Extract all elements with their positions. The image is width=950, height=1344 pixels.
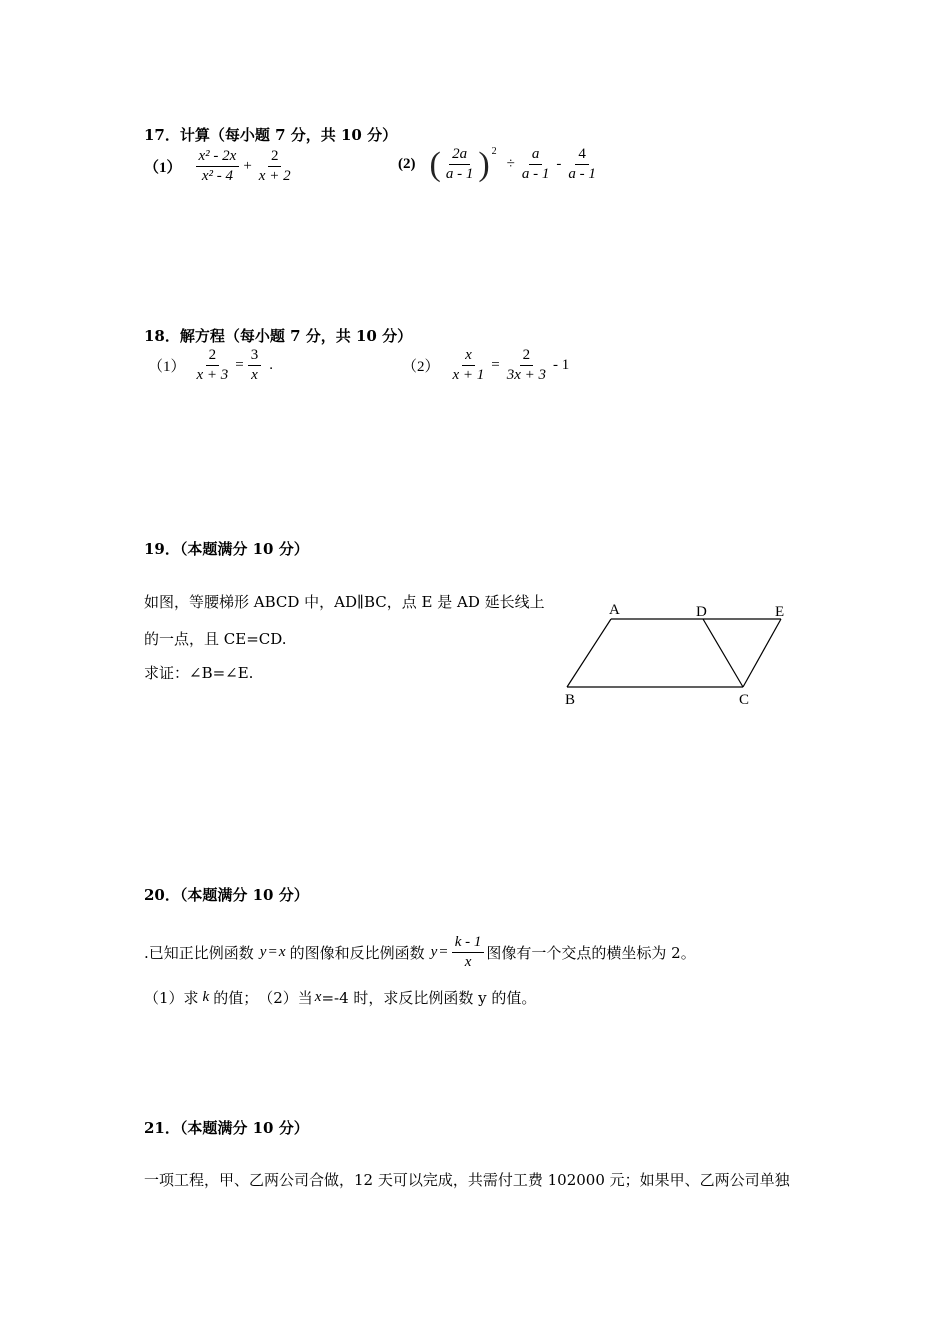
fraction-numerator: 2 [268,148,282,167]
equals-sign: = [235,357,244,374]
q20-text-line-2 [144,987,536,1008]
q17-part2-fraction-3 [565,146,599,184]
fraction-denominator: a - 1 [568,166,596,183]
q20-text-segment: =-4 时，求反比例函数 y 的值。 [321,989,537,1007]
equals-sign: = [439,944,448,961]
fraction-numerator: x [462,347,475,366]
fraction-numerator: 2a [449,146,470,165]
q20-fraction [452,934,485,972]
label-a: A [609,602,620,618]
trapezoid-figure [555,595,795,710]
label-d: D [696,604,707,620]
q19-text-line-1: 如图，等腰梯形 ABCD 中，AD∥BC，点 E 是 AD 延长线上 [144,593,545,611]
line-ec [743,619,781,687]
fraction-numerator: 2 [206,347,220,366]
q17-part1-label: （1） [144,160,182,177]
q18-heading: 18．解方程（每小题 7 分，共 10 分） [144,327,413,345]
q18-part2-fraction-1 [450,347,488,385]
q18-part2-label: （2） [402,359,440,376]
q18-part1-label: （1） [148,359,186,376]
minus-sign: - [556,156,562,173]
q17-part2-label: (2) [398,156,416,173]
q20-text-segment: 的值； （2）当 [213,989,313,1007]
minus-one: - 1 [553,357,570,374]
q18-part2 [402,347,569,385]
fraction-denominator: x [464,954,472,971]
q17-part2-fraction-1 [443,146,477,184]
var-x: x [314,989,322,1005]
fraction-numerator: 3 [248,347,262,366]
plus-sign: + [243,158,252,175]
var-x: x [278,944,286,961]
fraction-denominator: x + 3 [196,367,229,384]
right-paren: ) [478,145,490,183]
fraction-denominator: x [251,367,258,384]
q17-part1 [144,148,296,186]
q18-part1 [148,347,273,385]
q18-part1-fraction-2 [248,347,262,385]
q21-heading: 21．（本题满分 10 分） [144,1119,309,1137]
fraction-denominator: x + 2 [258,168,291,185]
fraction-denominator: a - 1 [521,166,550,183]
fraction-denominator: x² - 4 [201,168,233,185]
fraction-numerator: k - 1 [452,934,485,953]
q18-part2-fraction-2 [504,347,549,385]
var-y: y [430,944,438,961]
fraction-numerator: x² - 2x [196,148,240,167]
q20-text-line-1 [144,934,696,972]
var-k: k [202,989,210,1005]
var-y: y [259,944,267,961]
q18-part1-fraction-1 [194,347,232,385]
label-b: B [565,692,576,708]
fraction-denominator: x + 1 [452,367,485,384]
label-e: E [775,604,785,620]
left-paren: ( [429,145,441,183]
equals-sign: = [268,944,277,961]
divide-sign: ÷ [506,156,515,173]
period: . [269,357,274,374]
q17-part2-fraction-2 [519,146,553,184]
q19-text-line-3: 求证：∠B=∠E. [144,664,254,682]
q17-part2 [398,146,601,184]
q20-heading: 20．（本题满分 10 分） [144,886,309,904]
q20-text-segment: .已知正比例函数 [144,944,254,963]
q19-heading: 19．（本题满分 10 分） [144,540,309,558]
q17-part1-fraction-2 [256,148,294,186]
q20-text-segment: 图像有一个交点的横坐标为 2。 [486,944,696,963]
q20-text-segment: （1）求 [144,989,199,1007]
fraction-numerator: 2 [520,347,534,366]
q17-part1-fraction-1 [196,148,240,186]
fraction-denominator: 3x + 3 [506,367,547,384]
fraction-numerator: 4 [575,146,589,165]
equals-sign: = [491,357,500,374]
fraction-numerator: a [529,146,543,165]
q17-heading: 17．计算（每小题 7 分，共 10 分） [144,126,398,144]
line-ab [567,619,611,687]
q21-text-line-1: 一项工程，甲、乙两公司合做，12 天可以完成，共需付工费 102000 元；如果甲、乙两公司单独 [144,1171,790,1189]
label-c: C [739,692,750,708]
line-dc [703,619,743,687]
fraction-denominator: a - 1 [445,166,474,183]
exponent: 2 [491,146,497,157]
q19-text-line-2: 的一点，且 CE=CD. [144,630,287,648]
q20-text-segment: 的图像和反比例函数 [289,944,425,963]
